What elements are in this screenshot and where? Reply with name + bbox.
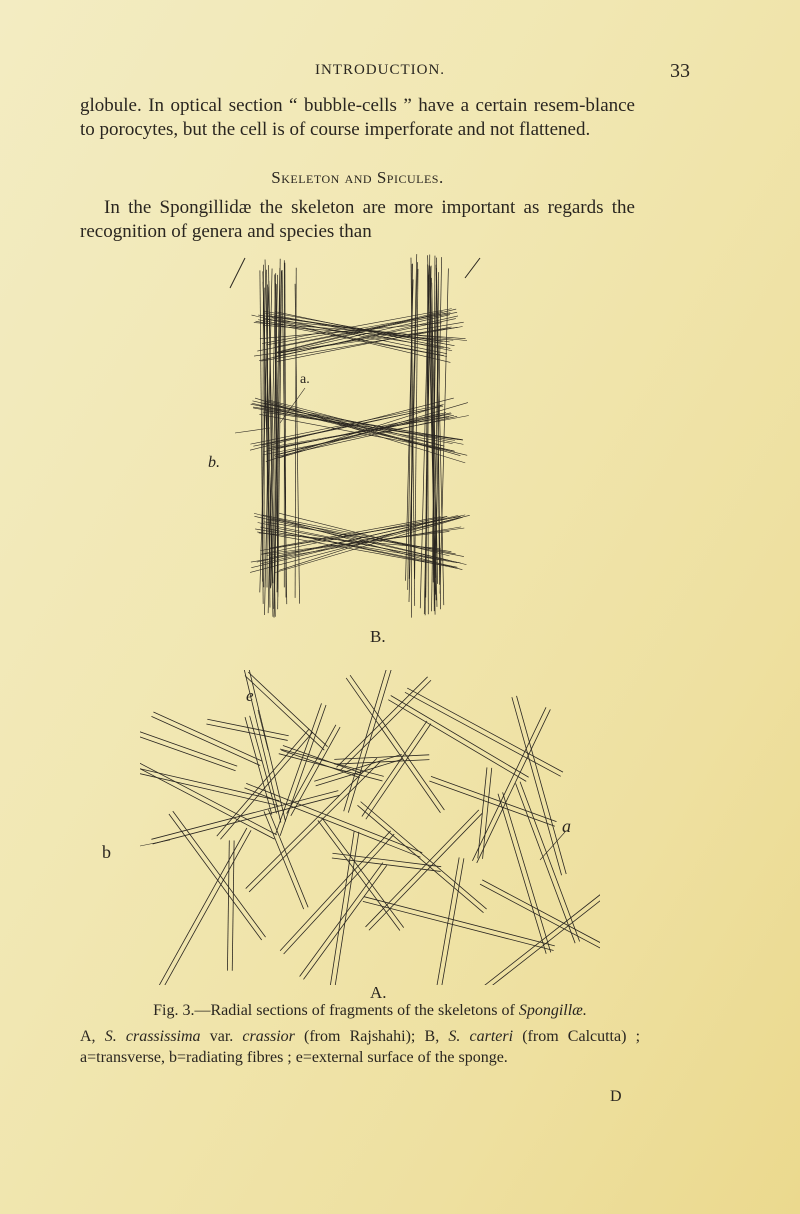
spicule <box>151 716 260 765</box>
spicule <box>517 696 567 874</box>
figure-b <box>210 248 485 623</box>
spicule <box>483 768 492 859</box>
page-header <box>80 60 690 86</box>
signature-mark: D <box>610 1088 622 1105</box>
figure-a <box>102 670 600 985</box>
spicule <box>405 692 561 776</box>
spicule <box>140 766 275 839</box>
spicule <box>268 810 308 908</box>
spicule <box>348 670 404 813</box>
spicule <box>498 794 546 954</box>
spicule <box>361 802 487 909</box>
figure-a-marker-a: a <box>562 816 571 836</box>
fibre-b-transverse <box>254 516 448 560</box>
figure-a-marker-e: e <box>246 686 254 705</box>
figure-b-marker-a: a. <box>300 372 310 387</box>
paragraph-2: In the Spongillidæ the skeleton are more important as regards the recognition of genera and species than <box>80 197 635 242</box>
fibre-b-transverse <box>279 315 450 354</box>
spicule <box>300 863 383 977</box>
section-heading: Skeleton and Spicules. <box>271 168 444 187</box>
spicule <box>220 732 312 839</box>
figure-b-marker-b: b. <box>208 454 220 471</box>
fibre-b-edge <box>230 258 245 288</box>
spicule <box>366 724 431 820</box>
fibre-b-transverse <box>259 406 467 456</box>
fibre-b-edge <box>465 258 480 278</box>
spicule <box>206 724 287 740</box>
fibre-b-transverse <box>263 414 440 452</box>
spicule <box>232 840 234 970</box>
spicule <box>407 688 563 772</box>
running-head: INTRODUCTION. <box>314 62 446 78</box>
figure-caption-title: Fig. 3.—Radial sections of fragments of the skeletons of Spongillæ. <box>153 1002 587 1019</box>
spicule <box>276 703 322 834</box>
figure-b-drawing <box>210 248 485 623</box>
spicule <box>245 676 324 751</box>
spicule <box>217 729 309 836</box>
spicule <box>520 782 580 942</box>
marker-b-leader <box>140 840 170 852</box>
figure-a-marker-b: b <box>102 842 111 862</box>
spicule <box>432 857 459 985</box>
spicule <box>280 831 391 951</box>
spicule <box>318 820 400 930</box>
spicule <box>477 709 551 862</box>
figure-b-label: B. <box>370 627 386 646</box>
fibre-b-transverse <box>268 415 453 448</box>
spicule <box>484 884 600 985</box>
spicule <box>246 758 377 888</box>
spicule <box>336 677 427 767</box>
spicule <box>303 865 386 979</box>
paragraph-1: globule. In optical section “ bubble-cells ” have a certain resem-blance to porocytes, but the cell is of course imperforate and not flattened. <box>80 95 635 140</box>
figure-a-label: A. <box>370 983 387 1002</box>
spicule <box>284 834 395 954</box>
spicule <box>391 696 529 778</box>
spicule <box>482 880 600 956</box>
spicule <box>472 707 546 860</box>
figure-caption-legend: A, S. crassissima var. crassior (from Rajshahi); B, S. carteri (from Calcutta) ; a=transverse, b=radiating fibres ; e=external surface of the sponge. <box>80 1028 641 1066</box>
spicule <box>140 732 236 771</box>
spicule <box>140 762 277 835</box>
spicule <box>388 700 526 782</box>
fibre-b-right <box>440 268 448 593</box>
spicule <box>244 788 420 857</box>
page-number: 33 <box>670 60 690 82</box>
spicule <box>169 814 262 940</box>
spicule <box>431 776 556 821</box>
fibre-b-transverse <box>250 518 459 573</box>
spicule <box>363 901 554 950</box>
figure-a-drawing <box>140 670 600 985</box>
